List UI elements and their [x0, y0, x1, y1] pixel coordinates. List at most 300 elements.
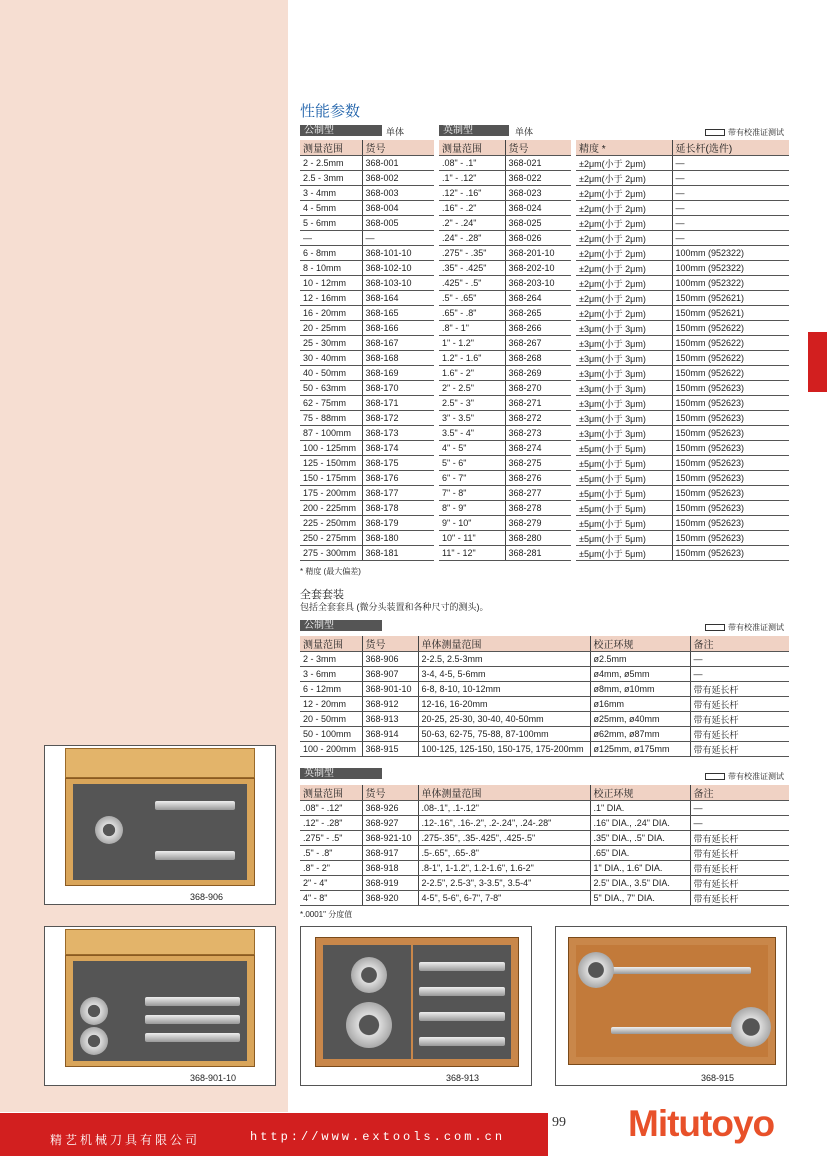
table-row [439, 471, 571, 486]
table-row [576, 186, 789, 201]
calibration-legend [705, 127, 784, 138]
table-row [576, 486, 789, 501]
table-cell: .12" - .28" [300, 816, 362, 831]
table-cell: 368-024 [505, 201, 571, 216]
setting-ring [80, 997, 108, 1025]
table-cell: .8" - 2" [300, 861, 362, 876]
table-cell: ±5μm(小于 5μm) [576, 441, 672, 456]
table-cell: 125 - 150mm [300, 456, 362, 471]
page-title: 性能参数 [300, 103, 361, 120]
table-row [576, 291, 789, 306]
table-row [300, 846, 789, 861]
table-row [439, 186, 571, 201]
table-cell: 368-165 [362, 306, 434, 321]
table-cell: 8 - 10mm [300, 261, 362, 276]
case-lid [65, 748, 255, 778]
table-row [300, 351, 434, 366]
table-cell: .1" - .12" [439, 171, 505, 186]
table-cell: ±2μm(小于 2μm) [576, 261, 672, 276]
table-cell: 368-926 [362, 801, 418, 816]
table-cell: 368-004 [362, 201, 434, 216]
table-header-row [439, 140, 571, 156]
table-row [439, 531, 571, 546]
table-cell: 1" DIA., 1.6" DIA. [590, 861, 690, 876]
table-cell: 368-273 [505, 426, 571, 441]
table-cell: 带有延长杆 [690, 697, 789, 712]
product-photo-368-913 [300, 926, 532, 1086]
column-header: 测量范围 [300, 140, 362, 156]
table-row [300, 816, 789, 831]
table-row [576, 471, 789, 486]
table-row [300, 336, 434, 351]
table-row [300, 156, 434, 171]
micrometer-head [145, 1015, 240, 1024]
table-cell: — [300, 231, 362, 246]
table-cell: 368-906 [362, 652, 418, 667]
table-row [439, 441, 571, 456]
table-cell: ±5μm(小于 5μm) [576, 501, 672, 516]
table-cell: 带有延长杆 [690, 712, 789, 727]
table-cell: .08" - .12" [300, 801, 362, 816]
table-cell: — [690, 801, 789, 816]
brand-logo: Mitutoyo [628, 1103, 775, 1144]
table-cell: 368-102-10 [362, 261, 434, 276]
table-cell: 368-901-10 [362, 682, 418, 697]
table-row [300, 186, 434, 201]
table-cell: ±5μm(小于 5μm) [576, 456, 672, 471]
table-cell: .08" - .1" [439, 156, 505, 171]
table-cell: 200 - 225mm [300, 501, 362, 516]
table-row [439, 411, 571, 426]
table-row [576, 351, 789, 366]
table-row [300, 471, 434, 486]
table-row [300, 546, 434, 561]
table-cell: — [672, 186, 789, 201]
table-cell: 带有延长杆 [690, 846, 789, 861]
table-cell: 12 - 20mm [300, 697, 362, 712]
table-cell: 10" - 11" [439, 531, 505, 546]
table-row [576, 306, 789, 321]
table-row [576, 261, 789, 276]
table-cell: ±3μm(小于 3μm) [576, 321, 672, 336]
table-cell: ±2μm(小于 2μm) [576, 246, 672, 261]
table-cell: .425" - .5" [439, 276, 505, 291]
table-cell: .275" - .35" [439, 246, 505, 261]
table-cell: 368-912 [362, 697, 418, 712]
table-cell: 6 - 8mm [300, 246, 362, 261]
table-cell: 368-281 [505, 546, 571, 561]
table-cell: 150 - 175mm [300, 471, 362, 486]
table-cell: 368-202-10 [505, 261, 571, 276]
metric-type-pill: 公制型 [300, 125, 382, 136]
table-row [439, 381, 571, 396]
table-row [300, 742, 789, 757]
table-row [439, 426, 571, 441]
column-header: 校正环规 [590, 785, 690, 801]
table-cell: 4 - 5mm [300, 201, 362, 216]
table-cell: — [362, 231, 434, 246]
inch-spec-table [439, 140, 571, 561]
table-cell: 368-003 [362, 186, 434, 201]
micrometer-head [145, 1033, 240, 1042]
table-row [300, 831, 789, 846]
product-photo-368-906 [44, 745, 276, 905]
table-cell: 150mm (952622) [672, 366, 789, 381]
table-cell: 368-913 [362, 712, 418, 727]
table-row [300, 441, 434, 456]
table-cell: .16" DIA., .24" DIA. [590, 816, 690, 831]
table-cell: 150mm (952623) [672, 396, 789, 411]
table-cell: 150mm (952623) [672, 501, 789, 516]
table-cell: 368-023 [505, 186, 571, 201]
table-row [576, 276, 789, 291]
table-cell: 6-8, 8-10, 10-12mm [418, 682, 590, 697]
table-cell: 150mm (952623) [672, 546, 789, 561]
micrometer-head [155, 801, 235, 810]
table-cell: ø2.5mm [590, 652, 690, 667]
table-cell: .12-.16", .16-.2", .2-.24", .24-.28" [418, 816, 590, 831]
legend-text: 带有校准证测试 [728, 128, 784, 137]
table-cell: 368-267 [505, 336, 571, 351]
table-row [300, 486, 434, 501]
table-cell: .8-1", 1-1.2", 1.2-1.6", 1.6-2" [418, 861, 590, 876]
table-cell: — [690, 816, 789, 831]
table-cell: 1.6" - 2" [439, 366, 505, 381]
table-cell: 带有延长杆 [690, 831, 789, 846]
set-metric-legend [705, 622, 784, 633]
table-row [300, 456, 434, 471]
table-row [576, 546, 789, 561]
table-row [576, 531, 789, 546]
table-cell: 368-026 [505, 231, 571, 246]
accuracy-table [576, 140, 789, 561]
table-row [439, 336, 571, 351]
table-cell: 368-278 [505, 501, 571, 516]
table-cell: 4-5", 5-6", 6-7", 7-8" [418, 891, 590, 906]
table-cell: — [672, 171, 789, 186]
table-cell: 368-175 [362, 456, 434, 471]
table-cell: 5 - 6mm [300, 216, 362, 231]
table-cell: 368-280 [505, 531, 571, 546]
table-cell: 20 - 25mm [300, 321, 362, 336]
table-cell: 368-919 [362, 876, 418, 891]
set-inch-legend [705, 771, 784, 782]
legend-box-icon [705, 773, 725, 780]
table-cell: 40 - 50mm [300, 366, 362, 381]
table-cell: 62 - 75mm [300, 396, 362, 411]
table-row [300, 712, 789, 727]
table-cell: 3 - 6mm [300, 667, 362, 682]
table-cell: 100mm (952322) [672, 276, 789, 291]
micrometer-head [145, 997, 240, 1006]
table-cell: 368-917 [362, 846, 418, 861]
table-cell: 368-270 [505, 381, 571, 396]
table-row [439, 351, 571, 366]
table-cell: 368-022 [505, 171, 571, 186]
table-cell: 250 - 275mm [300, 531, 362, 546]
legend-text: 带有校准证测试 [728, 623, 784, 632]
table-cell: 368-172 [362, 411, 434, 426]
table-cell: 368-103-10 [362, 276, 434, 291]
table-cell: .16" - .2" [439, 201, 505, 216]
table-cell: 100-125, 125-150, 150-175, 175-200mm [418, 742, 590, 757]
table-row [576, 411, 789, 426]
table-row [300, 171, 434, 186]
table-cell: 368-177 [362, 486, 434, 501]
legend-box-icon [705, 624, 725, 631]
table-cell: 368-173 [362, 426, 434, 441]
page-number: 99 [552, 1115, 566, 1130]
column-header: 测量范围 [439, 140, 505, 156]
table-cell: 368-265 [505, 306, 571, 321]
table-row [576, 396, 789, 411]
set-description: 包括全套套具 (微分头装置和各种尺寸的测头)。 [300, 602, 489, 612]
table-cell: ±3μm(小于 3μm) [576, 396, 672, 411]
table-row [300, 291, 434, 306]
table-cell: .275" - .5" [300, 831, 362, 846]
table-cell: 2" - 4" [300, 876, 362, 891]
table-row [300, 381, 434, 396]
table-row [300, 652, 789, 667]
table-header-row [300, 636, 789, 652]
table-cell: 100mm (952322) [672, 261, 789, 276]
table-cell: 368-167 [362, 336, 434, 351]
table-cell: 150mm (952622) [672, 351, 789, 366]
table-cell: 2.5" DIA., 3.5" DIA. [590, 876, 690, 891]
accuracy-footnote: * 精度 (最大偏差) [300, 567, 361, 576]
column-header: 精度 * [576, 140, 672, 156]
table-row [439, 321, 571, 336]
table-cell: 368-166 [362, 321, 434, 336]
table-cell: 150mm (952622) [672, 321, 789, 336]
table-cell: ±3μm(小于 3μm) [576, 366, 672, 381]
table-cell: 368-021 [505, 156, 571, 171]
table-cell: ±2μm(小于 2μm) [576, 186, 672, 201]
table-cell: 150mm (952622) [672, 336, 789, 351]
table-row [300, 321, 434, 336]
table-row [300, 276, 434, 291]
setting-ring [346, 1002, 392, 1048]
website-link[interactable]: http://www.extools.com.cn [250, 1130, 506, 1144]
table-cell: 368-179 [362, 516, 434, 531]
table-row [300, 682, 789, 697]
table-cell: ±5μm(小于 5μm) [576, 516, 672, 531]
table-cell: 20-25, 25-30, 30-40, 40-50mm [418, 712, 590, 727]
table-cell: 368-264 [505, 291, 571, 306]
table-cell: 150mm (952621) [672, 291, 789, 306]
table-cell: 175 - 200mm [300, 486, 362, 501]
inch-type-label: 单体 [515, 127, 534, 137]
table-cell: 368-101-10 [362, 246, 434, 261]
table-cell: 368-201-10 [505, 246, 571, 261]
table-cell: 368-279 [505, 516, 571, 531]
table-cell: .35" DIA., .5" DIA. [590, 831, 690, 846]
table-cell: .65" - .8" [439, 306, 505, 321]
table-cell: 16 - 20mm [300, 306, 362, 321]
table-row [576, 426, 789, 441]
table-cell: 2" - 2.5" [439, 381, 505, 396]
table-row [300, 801, 789, 816]
table-cell: .65" DIA. [590, 846, 690, 861]
table-row [300, 246, 434, 261]
table-cell: 150mm (952623) [672, 531, 789, 546]
table-row [300, 426, 434, 441]
table-cell: 2-2.5", 2.5-3", 3-3.5", 3.5-4" [418, 876, 590, 891]
table-row [439, 501, 571, 516]
table-cell: 368-272 [505, 411, 571, 426]
table-row [439, 291, 571, 306]
metric-type-label: 单体 [386, 127, 405, 137]
table-cell: 带有延长杆 [690, 876, 789, 891]
table-row [439, 216, 571, 231]
table-cell: 87 - 100mm [300, 426, 362, 441]
table-cell: 带有延长杆 [690, 861, 789, 876]
column-header: 延长杆(选件) [672, 140, 789, 156]
table-cell: ø16mm [590, 697, 690, 712]
table-cell: 100 - 125mm [300, 441, 362, 456]
table-cell: ±5μm(小于 5μm) [576, 471, 672, 486]
table-header-row [300, 140, 434, 156]
table-cell: ±3μm(小于 3μm) [576, 411, 672, 426]
table-row [300, 501, 434, 516]
table-row [300, 876, 789, 891]
table-cell: — [672, 156, 789, 171]
micrometer-head [419, 1037, 505, 1046]
inch-type-pill: 英制型 [439, 125, 509, 136]
table-cell: 368-271 [505, 396, 571, 411]
table-cell: .35" - .425" [439, 261, 505, 276]
setting-ring [95, 816, 123, 844]
table-row [439, 276, 571, 291]
table-cell: 50-63, 62-75, 75-88, 87-100mm [418, 727, 590, 742]
table-cell: .5-.65", .65-.8" [418, 846, 590, 861]
table-row [439, 396, 571, 411]
product-photo-368-901-10 [44, 926, 276, 1086]
table-cell: 368-181 [362, 546, 434, 561]
table-row [300, 306, 434, 321]
table-cell: 368-176 [362, 471, 434, 486]
table-cell: 2 - 3mm [300, 652, 362, 667]
column-header: 货号 [362, 636, 418, 652]
micrometer-head [155, 851, 235, 860]
table-row [300, 861, 789, 876]
table-cell: 2.5 - 3mm [300, 171, 362, 186]
table-cell: 150mm (952623) [672, 486, 789, 501]
table-row [439, 201, 571, 216]
table-cell: 12 - 16mm [300, 291, 362, 306]
column-header: 单体测量范围 [418, 636, 590, 652]
table-cell: .8" - 1" [439, 321, 505, 336]
table-row [439, 516, 571, 531]
set-footnote: *.0001" 分度值 [300, 910, 353, 919]
table-cell: 12-16, 16-20mm [418, 697, 590, 712]
table-cell: 368-927 [362, 816, 418, 831]
table-row [576, 156, 789, 171]
table-row [576, 456, 789, 471]
table-cell: 368-001 [362, 156, 434, 171]
table-cell: 368-269 [505, 366, 571, 381]
setting-ring [80, 1027, 108, 1055]
column-header: 测量范围 [300, 636, 362, 652]
table-row [300, 531, 434, 546]
table-cell: 100 - 200mm [300, 742, 362, 757]
table-cell: ø4mm, ø5mm [590, 667, 690, 682]
column-header: 单体测量范围 [418, 785, 590, 801]
table-cell: 20 - 50mm [300, 712, 362, 727]
table-cell: 50 - 63mm [300, 381, 362, 396]
table-cell: 6 - 12mm [300, 682, 362, 697]
table-cell: 4" - 5" [439, 441, 505, 456]
table-row [300, 396, 434, 411]
table-header-row [300, 785, 789, 801]
legend-text: 带有校准证测试 [728, 772, 784, 781]
table-cell: — [690, 667, 789, 682]
table-row [439, 546, 571, 561]
table-row [300, 411, 434, 426]
table-cell: 3" - 3.5" [439, 411, 505, 426]
table-row [439, 246, 571, 261]
table-row [439, 306, 571, 321]
table-row [300, 891, 789, 906]
table-row [300, 261, 434, 276]
table-cell: 150mm (952623) [672, 471, 789, 486]
table-row [576, 441, 789, 456]
table-cell: ±2μm(小于 2μm) [576, 201, 672, 216]
table-row [300, 697, 789, 712]
table-cell: .5" - .8" [300, 846, 362, 861]
table-cell: 368-169 [362, 366, 434, 381]
table-row [439, 156, 571, 171]
table-row [300, 366, 434, 381]
table-cell: 25 - 30mm [300, 336, 362, 351]
table-cell: 带有延长杆 [690, 891, 789, 906]
table-cell: ±5μm(小于 5μm) [576, 546, 672, 561]
table-cell: 150mm (952623) [672, 516, 789, 531]
micrometer-head [611, 967, 751, 974]
column-header: 货号 [505, 140, 571, 156]
table-cell: 10 - 12mm [300, 276, 362, 291]
table-cell: 368-915 [362, 742, 418, 757]
table-cell: 368-921-10 [362, 831, 418, 846]
table-cell: 368-203-10 [505, 276, 571, 291]
table-cell: ±3μm(小于 3μm) [576, 381, 672, 396]
table-row [300, 216, 434, 231]
table-cell: 5" DIA., 7" DIA. [590, 891, 690, 906]
table-cell: 368-274 [505, 441, 571, 456]
table-cell: 100mm (952322) [672, 246, 789, 261]
table-row [439, 171, 571, 186]
micrometer-head [419, 962, 505, 971]
table-cell: 7" - 8" [439, 486, 505, 501]
product-photo-368-915 [555, 926, 787, 1086]
table-cell: 2-2.5, 2.5-3mm [418, 652, 590, 667]
table-row [576, 336, 789, 351]
table-cell: 9" - 10" [439, 516, 505, 531]
table-cell: — [672, 216, 789, 231]
section-tab [808, 332, 827, 392]
table-cell: 150mm (952621) [672, 306, 789, 321]
table-cell: 368-005 [362, 216, 434, 231]
table-cell: .24" - .28" [439, 231, 505, 246]
legend-box-icon [705, 129, 725, 136]
set-metric-pill: 公制型 [300, 620, 382, 631]
table-row [576, 216, 789, 231]
table-cell: 150mm (952623) [672, 411, 789, 426]
table-cell: 368-276 [505, 471, 571, 486]
table-cell: 30 - 40mm [300, 351, 362, 366]
table-cell: — [672, 231, 789, 246]
table-cell: ±2μm(小于 2μm) [576, 291, 672, 306]
